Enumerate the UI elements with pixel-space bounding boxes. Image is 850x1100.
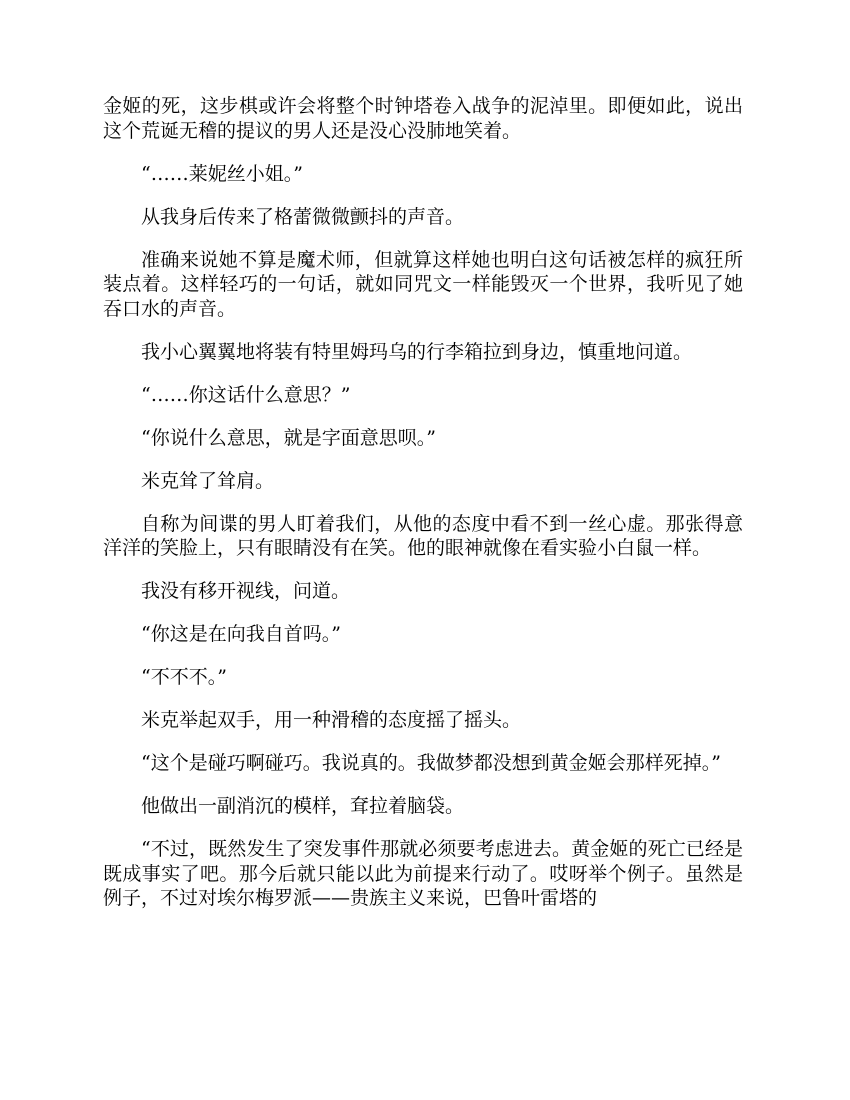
paragraph: “不过，既然发生了突发事件那就必须要考虑进去。黄金姬的死亡已经是既成事实了吧。那今后就只能以此为前提来行动了。哎呀举个例子。虽然是例子，不过对埃尔梅罗派——贵族主义来说，巴鲁叶雷塔的 (103, 838, 743, 909)
paragraph: “你这是在向我自首吗。” (141, 623, 341, 645)
paragraph: “你说什么意思，就是字面意思呗。” (141, 426, 436, 449)
paragraph: 他做出一副消沉的模样，耷拉着脑袋。 (141, 795, 465, 817)
paragraph: 准确来说她不算是魔术师，但就算这样她也明白这句话被怎样的疯狂所装点着。这样轻巧的一句话，就如同咒文一样能毁灭一个世界，我听见了她吞口水的声音。 (103, 248, 743, 320)
paragraph: 金姬的死，这步棋或许会将整个时钟塔卷入战争的泥淖里。即便如此，说出这个荒诞无稽的提议的男人还是没心没肺地笑着。 (103, 95, 743, 142)
document-page (103, 94, 743, 929)
paragraph: 我没有移开视线，问道。 (141, 580, 351, 602)
paragraph: “这个是碰巧啊碰巧。我说真的。我做梦都没想到黄金姬会那样死掉。” (141, 752, 721, 774)
paragraph: 从我身后传来了格蕾微微颤抖的声音。 (141, 205, 465, 228)
paragraph: 米克举起双手，用一种滑稽的态度摇了摇头。 (141, 709, 522, 731)
paragraph: 米克耸了耸肩。 (141, 469, 275, 492)
paragraph: 自称为间谍的男人盯着我们，从他的态度中看不到一丝心虚。那张得意洋洋的笑脸上，只有眼睛没有在笑。他的眼神就像在看实验小白鼠一样。 (103, 512, 743, 559)
paragraph: “不不不。” (141, 666, 227, 688)
paragraph: 我小心翼翼地将装有特里姆玛乌的行李箱拉到身边，慎重地问道。 (141, 340, 693, 363)
paragraph: “……莱妮丝小姐。” (141, 162, 303, 185)
paragraph: “……你这话什么意思？” (141, 383, 351, 406)
